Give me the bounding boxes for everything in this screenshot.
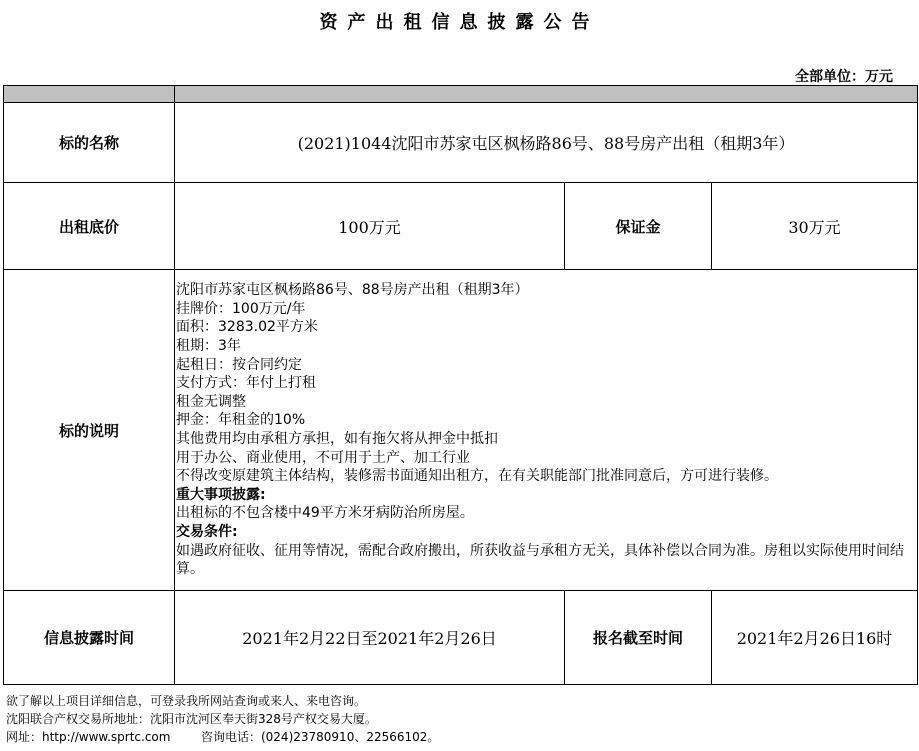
desc-line: 支付方式：年付上打租: [176, 375, 316, 392]
desc-line: 挂牌价：100万元/年: [176, 300, 306, 317]
disclosure-table: [3, 85, 918, 685]
footer: [6, 692, 439, 746]
header-band: [4, 86, 918, 103]
period-label: 信息披露时间: [4, 591, 175, 685]
trade-text: 如遇政府征收、征用等情况，需配合政府搬出，所获收益与承租方无关，具体补偿以合同为准。房租以实际使用时间结算。: [176, 542, 904, 578]
row-description: [4, 270, 918, 591]
row-price: [4, 183, 918, 270]
deposit-value: 30万元: [712, 183, 918, 270]
desc-line: 面积：3283.02平方米: [176, 319, 318, 336]
desc-content: [175, 270, 918, 591]
major-text: 出租标的不包含楼中49平方米牙病防治所房屋。: [176, 505, 474, 522]
desc-line: 不得改变原建筑主体结构，装修需书面通知出租方，在有关职能部门批准同意后，方可进行装修。: [176, 468, 778, 485]
page-title: 资产出租信息披露公告: [319, 12, 600, 33]
footer-info: 欲了解以上项目详细信息，可登录我所网站查询或来人、来电咨询。: [6, 694, 367, 708]
desc-line: 用于办公、商业使用，不可用于土产、加工行业: [176, 449, 470, 466]
desc-line: 沈阳市苏家屯区枫杨路86号、88号房产出租（租期3年）: [176, 282, 529, 299]
name-value: (2021)1044沈阳市苏家屯区枫杨路86号、88号房产出租（租期3年）: [175, 103, 918, 183]
name-label: 标的名称: [4, 103, 175, 183]
desc-line: 租金无调整: [176, 393, 246, 410]
deposit-label: 保证金: [565, 183, 712, 270]
price-label: 出租底价: [4, 183, 175, 270]
major-heading: 重大事项披露:: [176, 486, 266, 503]
unit-label: 全部单位：万元: [795, 69, 893, 85]
desc-line: 押金：年租金的10%: [176, 412, 306, 429]
trade-heading: 交易条件:: [176, 523, 238, 540]
period-value: 2021年2月22日至2021年2月26日: [175, 591, 565, 685]
deadline-value: 2021年2月26日16时: [712, 591, 918, 685]
row-period: [4, 591, 918, 685]
footer-address: 沈阳联合产权交易所地址：沈阳市沈河区奉天街328号产权交易大厦。: [6, 712, 377, 726]
desc-line: 起租日：按合同约定: [176, 356, 302, 373]
footer-contact: 网址：http://www.sprtc.com 咨询电话：(024)23780910、22566102。: [6, 730, 440, 744]
row-name: [4, 103, 918, 183]
price-value: 100万元: [175, 183, 565, 270]
desc-line: 其他费用均由承租方承担，如有拖欠将从押金中抵扣: [176, 431, 498, 447]
desc-label: 标的说明: [4, 270, 175, 591]
desc-line: 租期：3年: [176, 338, 241, 355]
deadline-label: 报名截至时间: [565, 591, 712, 685]
